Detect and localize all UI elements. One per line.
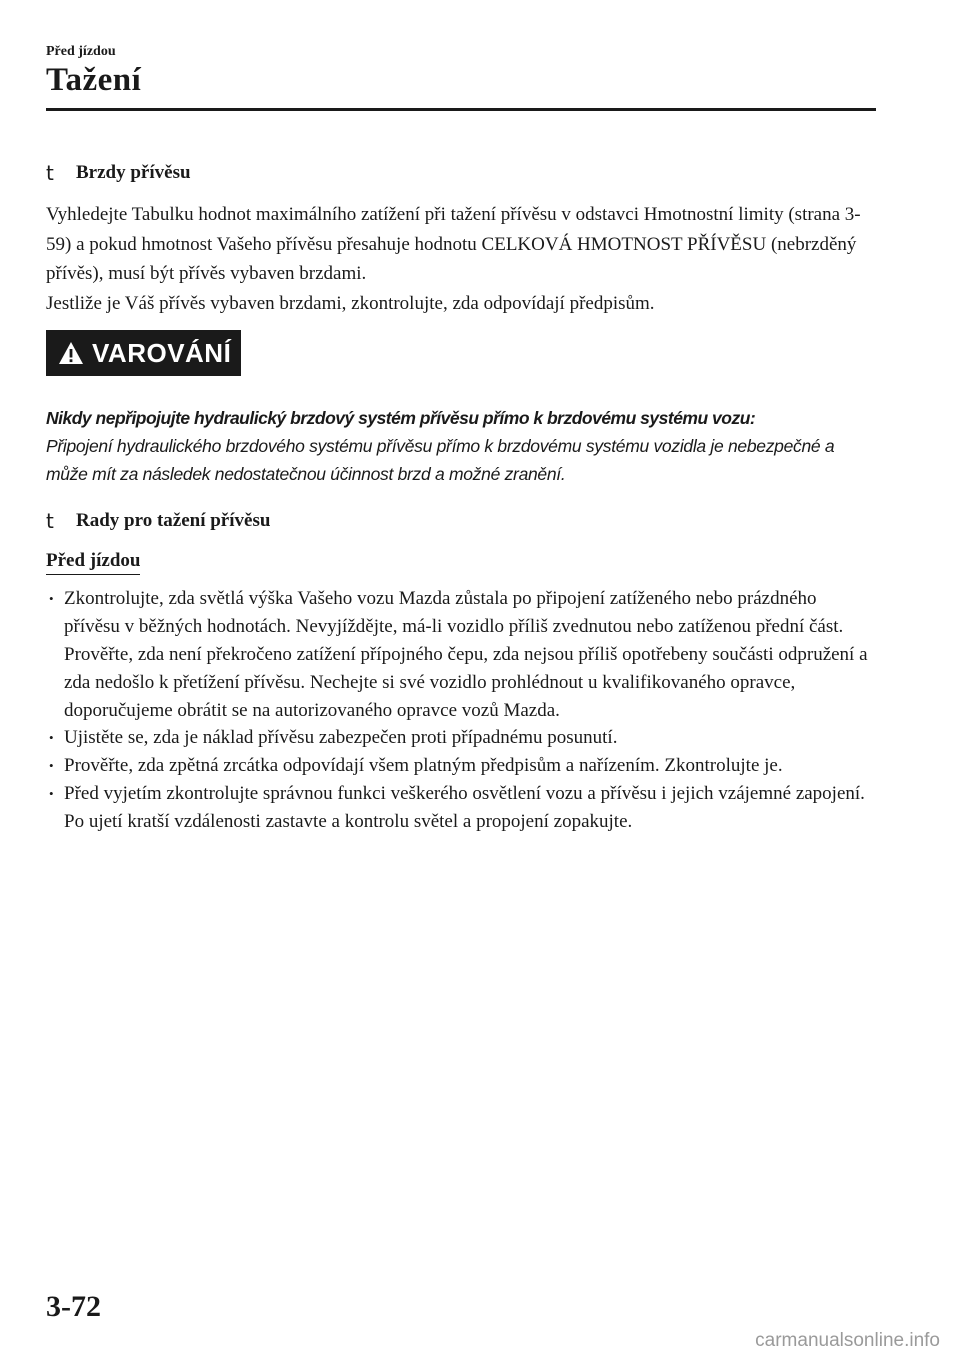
warning-bold-text: Nikdy nepřipojujte hydraulický brzdový systém přívěsu přímo k brzdovému systému vozu:	[46, 408, 756, 429]
warning-body-text: Připojení hydraulického brzdového systému přívěsu přímo k brzdovému systému vozidla je nebezpečné a může mít za následek nedostatečnou účinnost brzd a možné zranění.	[46, 436, 835, 485]
warning-text-block	[46, 404, 876, 488]
section-brakes	[46, 158, 876, 318]
section-heading-text: Brzdy přívěsu	[76, 162, 191, 183]
list-item: • Ujistěte se, zda je náklad přívěsu zabezpečen proti případnému posunutí.	[46, 724, 876, 752]
list-item: • Před vyjetím zkontrolujte správnou funkci veškerého osvětlení vozu a přívěsu i jejich vzájemné zapojení. Po ujetí kratší vzdálenosti zastavte a kontrolu světel a propojení zopakujte.	[46, 780, 876, 836]
page-content	[46, 158, 876, 836]
running-header-kicker: Před jízdou	[46, 44, 116, 59]
list-item: • Prověřte, zda zpětná zrcátka odpovídají všem platným předpisům a nařízením. Zkontrolujte je.	[46, 752, 876, 780]
watermark: carmanualsonline.info	[755, 1330, 940, 1351]
body-paragraph	[46, 200, 876, 318]
list-item: • Zkontrolujte, zda světlá výška Vašeho vozu Mazda zůstala po připojení zatíženého nebo prázdného přívěsu v běžných hodnotách. Nevyjíždějte, má-li vozidlo příliš zvednutou nebo zatíženou přední část. Prověřte, zda není překročeno zatížení přípojného čepu, zda nejsou příliš opotřebeny součásti odpružení a zda nedošlo k přetížení přívěsu. Nechejte si své vozidlo prohlédnout u kvalifikovaného opravce, doporučujeme obrátit se na autorizovaného opravce vozů Mazda.	[46, 585, 876, 724]
body-paragraph-text: Vyhledejte Tabulku hodnot maximálního zatížení při tažení přívěsu v odstavci Hmotnostní limity (strana 3-59) a pokud hmotnost Vašeho přívěsu přesahuje hodnotu CELKOVÁ HMOTNOST PŘÍVĚSU (nebrzděný přívěs), musí být přívěs vybaven brzdami.	[46, 204, 861, 285]
page-title: Tažení	[46, 62, 142, 98]
section-heading	[46, 506, 876, 536]
title-rule	[46, 108, 876, 111]
warning-label: VAROVÁNÍ	[92, 337, 232, 368]
body-paragraph-text-2: Jestliže je Váš přívěs vybaven brzdami, zkontrolujte, zda odpovídají předpisům.	[46, 292, 655, 314]
section-heading-text: Rady pro tažení přívěsu	[76, 510, 271, 532]
subheading: Před jízdou	[46, 548, 140, 575]
section-heading	[46, 158, 876, 188]
bullet-list	[46, 585, 876, 835]
page-number: 3-72	[46, 1290, 101, 1323]
section-towing-tips	[46, 506, 876, 835]
warning-badge	[46, 330, 241, 376]
section-marker-icon: t	[46, 509, 54, 534]
section-marker-icon: t	[46, 161, 54, 185]
warning-triangle-icon	[58, 341, 84, 365]
